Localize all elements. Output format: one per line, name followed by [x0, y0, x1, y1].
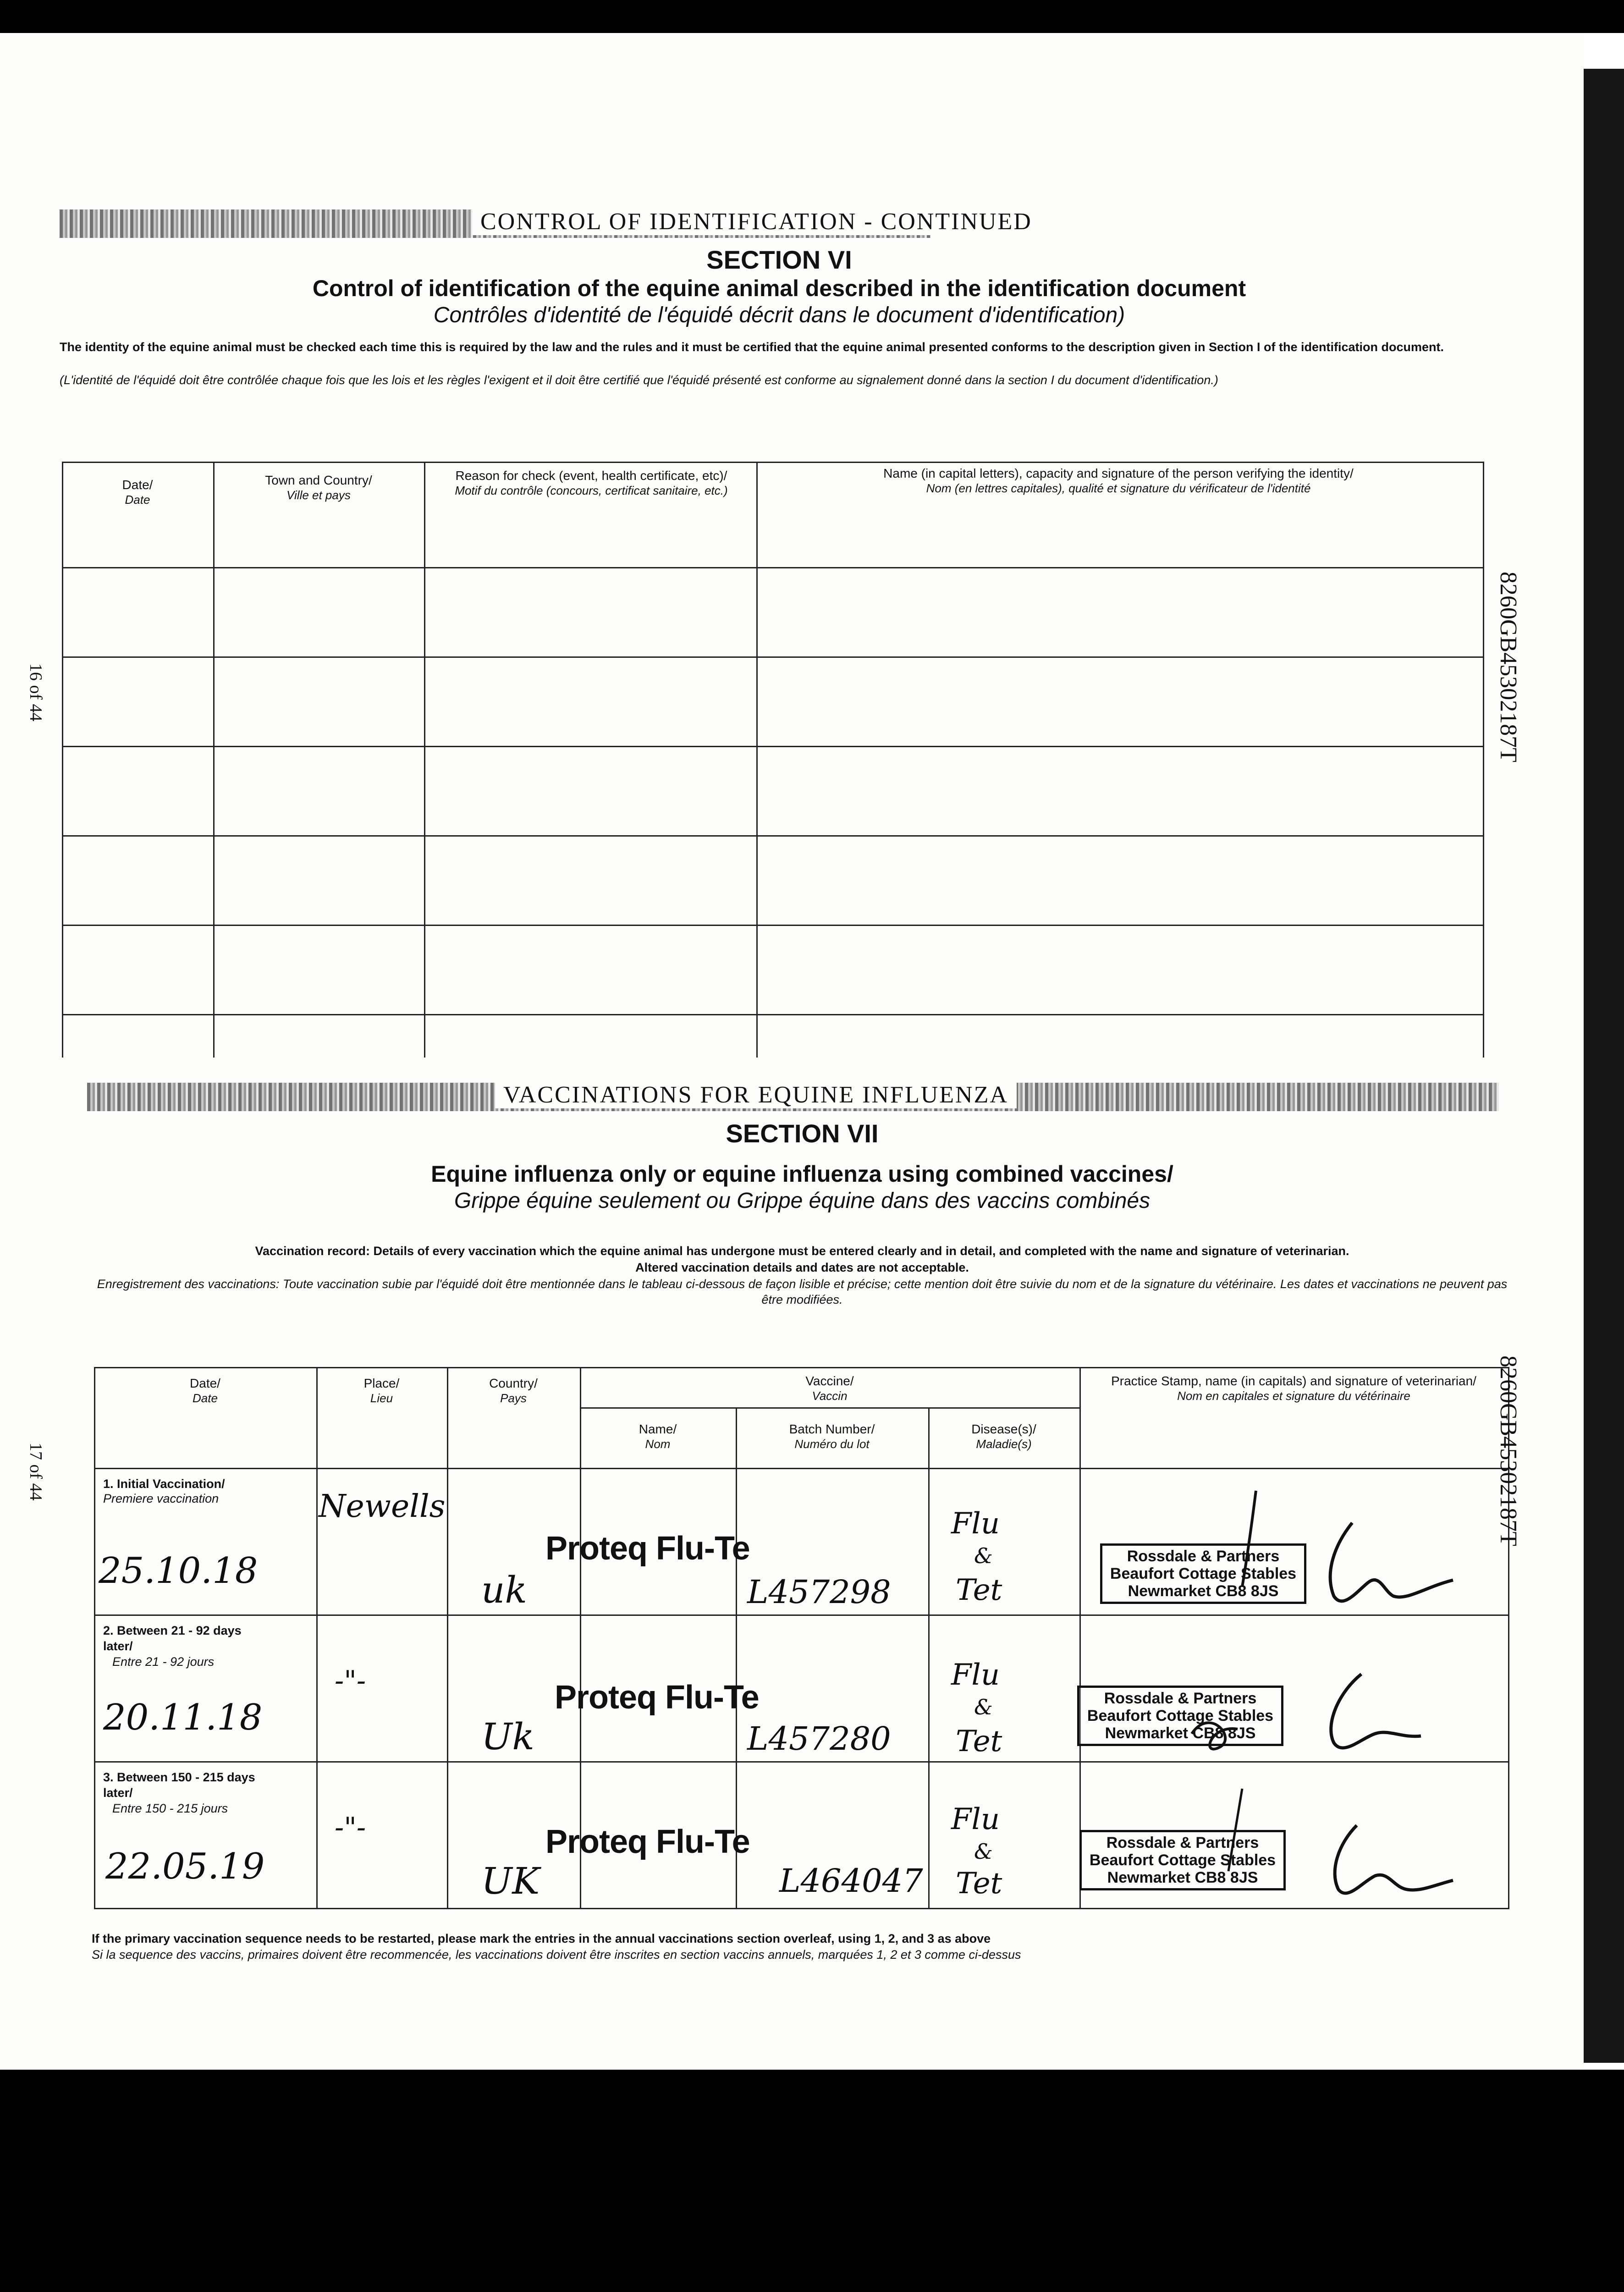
header-disease: [933, 1422, 1075, 1451]
table6-line: [62, 925, 1483, 926]
scan-border-bottom: [0, 2070, 1624, 2292]
table7-line: [928, 1407, 930, 1909]
stamp-line: Newmarket CB8 8JS: [1128, 1582, 1279, 1600]
header-stamp-label: Practice Stamp, name (in capitals) and signature of veterinarian/: [1111, 1374, 1476, 1388]
header-vaccine: [584, 1374, 1075, 1403]
section7-banner-text: VACCINATIONS FOR EQUINE INFLUENZA: [495, 1081, 1017, 1108]
scan-border-top: [0, 0, 1624, 33]
section6-title: SECTION VI: [706, 245, 852, 274]
row-2-place: -"-: [335, 1665, 366, 1697]
row-3-label: 3. Between 150 - 215 days later/: [103, 1770, 255, 1800]
table7-line: [580, 1407, 1079, 1409]
col-town-label: Town and Country/: [265, 473, 372, 487]
header-disease-label: Disease(s)/: [971, 1422, 1036, 1436]
header-country-label: Country/: [489, 1376, 538, 1390]
table6-line: [62, 746, 1483, 747]
row-2-label-fr: Entre 21 - 92 jours: [112, 1655, 215, 1669]
header-name-label-fr: Nom: [645, 1437, 671, 1451]
row-2-country: Uk: [481, 1715, 534, 1758]
row-2-disease-1: Flu: [951, 1658, 1000, 1692]
row-2-vaccine: Proteq Flu-Te: [555, 1679, 759, 1716]
table6-line: [756, 462, 758, 1058]
header-place-label: Place/: [363, 1376, 400, 1390]
table6-line: [62, 835, 1483, 837]
row-3-disease-1: Flu: [951, 1802, 1000, 1836]
row-1-country: uk: [481, 1569, 527, 1611]
stamp-line: Rossdale & Partners: [1106, 1834, 1259, 1851]
stamp-line: Newmarket CB8 8JS: [1107, 1869, 1258, 1886]
section6-instruction-en: The identity of the equine animal must be checked each time this is required by the law and the rules and it must be certified that the equine animal presented conforms to the description given in Section I of the identification document.: [60, 340, 1444, 354]
row-3-label-fr: Entre 150 - 215 jours: [112, 1802, 228, 1815]
section6-subtitle-fr: Contrôles d'identité de l'équidé décrit dans le document d'identification): [433, 303, 1125, 327]
col-name-header: [779, 466, 1458, 496]
table7-line: [94, 1614, 1508, 1616]
stamp-line: Beaufort Cottage Stables: [1087, 1707, 1274, 1725]
col-date-header: [66, 478, 209, 507]
row-1-batch: L457298: [747, 1573, 891, 1611]
stamp-line: Beaufort Cottage Stables: [1110, 1565, 1297, 1582]
table6-line: [424, 462, 425, 1058]
col-reason-label: Reason for check (event, health certificate, etc)/: [455, 468, 727, 483]
table7-line: [94, 1908, 1508, 1909]
side-code-top: 8260GB45302187T: [1495, 572, 1521, 762]
stamp-line: Beaufort Cottage Stables: [1089, 1851, 1276, 1869]
table6-line: [62, 656, 1483, 658]
section7-record-en: Vaccination record: Details of every vaccination which the equine animal has undergone must be entered clearly and in detail, and completed with the name and signature of veterinarian.: [255, 1244, 1349, 1258]
section7-title: SECTION VII: [726, 1119, 879, 1148]
section6-subtitle-en: Control of identification of the equine animal described in the identification document: [312, 275, 1246, 301]
row-3-date: 22.05.19: [105, 1846, 265, 1887]
table7-line: [94, 1761, 1508, 1763]
section7-subtitle-en: Equine influenza only or equine influenza using combined vaccines/: [431, 1161, 1173, 1187]
row-1-disease-2: &: [974, 1543, 993, 1568]
header-place: [321, 1376, 442, 1405]
col-date-label-fr: Date: [125, 493, 150, 507]
col-town-label-fr: Ville et pays: [286, 488, 351, 502]
section7-record-en-2: Altered vaccination details and dates are not acceptable.: [635, 1261, 969, 1274]
col-reason-label-fr: Motif du contrôle (concours, certificat sanitaire, etc.): [455, 484, 728, 497]
header-date: [99, 1376, 312, 1405]
table6-line: [213, 462, 215, 1058]
table6-line: [62, 462, 63, 1058]
table6-line: [62, 462, 1483, 463]
table7-line: [447, 1367, 448, 1909]
footnote-en: If the primary vaccination sequence needs to be restarted, please mark the entries in the annual vaccinations section overleaf, using 1, 2, and 3 as above: [92, 1932, 991, 1945]
row-3-disease-3: Tet: [956, 1867, 1002, 1901]
table7-line: [94, 1468, 1508, 1469]
row-1-signature: [1160, 1482, 1499, 1614]
page-number-bottom: 17 of 44: [26, 1443, 45, 1501]
header-stamp: [1086, 1374, 1501, 1403]
row-1-disease-3: Tet: [956, 1573, 1002, 1607]
col-name-label-fr: Nom (en lettres capitales), qualité et signature du vérificateur de l'identité: [926, 481, 1311, 495]
table6-line: [1483, 462, 1484, 1058]
col-date-label: Date/: [122, 478, 153, 492]
row-2-date: 20.11.18: [103, 1697, 263, 1738]
header-stamp-label-fr: Nom en capitales et signature du vétérinaire: [1177, 1389, 1410, 1403]
section7-record-fr: Enregistrement des vaccinations: Toute vaccination subie par l'équidé doit être mentionnée dans le tableau ci-dessous de façon lisible et précise; cette mention doit être suivie du nom et de la signature du vétérinaire. Les dates et vaccinations ne peuvent pas être modifiées.: [97, 1277, 1508, 1306]
row-1-place: Newells: [319, 1488, 446, 1525]
row-2-batch: L457280: [747, 1720, 891, 1758]
row-1-label: 1. Initial Vaccination/: [103, 1477, 225, 1491]
header-vaccine-name: [584, 1422, 731, 1451]
table6-line: [62, 567, 1483, 568]
row-1-vaccine: Proteq Flu-Te: [545, 1530, 750, 1567]
footnote-fr: Si la sequence des vaccins, primaires doivent être recommencée, les vaccinations doivent être inscrites en section vaccins annuels, marquées 1, 2 et 3 comme ci-dessus: [92, 1948, 1021, 1961]
row-1-label-fr: Premiere vaccination: [103, 1492, 219, 1505]
row-1-disease-1: Flu: [951, 1507, 1000, 1541]
document-page: [0, 33, 1584, 2070]
row-1-date: 25.10.18: [99, 1550, 258, 1592]
header-country: [451, 1376, 575, 1405]
section6-instruction-fr: (L'identité de l'équidé doit être contrôlée chaque fois que les lois et les règles l'exigent et il doit être certifié que l'équidé présenté est conforme au signalement donné dans la section I du document d'identification.): [60, 373, 1218, 387]
col-reason-header: [454, 468, 729, 498]
header-date-label: Date/: [190, 1376, 220, 1390]
row-3-vaccine: Proteq Flu-Te: [545, 1824, 750, 1860]
table7-line: [94, 1367, 1508, 1368]
header-place-label-fr: Lieu: [370, 1391, 393, 1405]
table6-line: [62, 1014, 1483, 1015]
row-3-signature: [1173, 1780, 1485, 1903]
section7-subtitle-fr: Grippe équine seulement ou Grippe équine dans des vaccins combinés: [454, 1189, 1151, 1213]
header-vaccine-label: Vaccine/: [805, 1374, 854, 1388]
row-2-signature: [1146, 1656, 1467, 1761]
table7-line: [94, 1367, 95, 1909]
header-batch-label-fr: Numéro du lot: [794, 1437, 870, 1451]
scan-border-right: [1584, 69, 1624, 2063]
col-town-header: [218, 473, 419, 502]
row-3-disease-2: &: [974, 1839, 993, 1864]
row-3-batch: L464047: [779, 1862, 923, 1900]
side-code-bottom: 8260GB45302187T: [1495, 1355, 1521, 1546]
row-3-place: -"-: [335, 1812, 366, 1844]
table7-line: [1079, 1367, 1081, 1909]
page-number-top: 16 of 44: [26, 663, 45, 722]
header-date-label-fr: Date: [193, 1391, 218, 1405]
row-3-country: UK: [481, 1860, 540, 1902]
section6-banner-text: CONTROL OF IDENTIFICATION - CONTINUED: [472, 208, 1040, 235]
stamp-line: Rossdale & Partners: [1127, 1548, 1280, 1565]
row-2-disease-3: Tet: [956, 1725, 1002, 1758]
header-country-label-fr: Pays: [500, 1391, 527, 1405]
row-2-label: 2. Between 21 - 92 days later/: [103, 1624, 242, 1653]
col-name-label: Name (in capital letters), capacity and signature of the person verifying the identity/: [883, 466, 1354, 480]
header-batch-label: Batch Number/: [789, 1422, 875, 1436]
row-2-disease-2: &: [974, 1695, 993, 1719]
header-vaccine-label-fr: Vaccin: [812, 1389, 848, 1403]
header-batch: [740, 1422, 924, 1451]
table7-line: [316, 1367, 318, 1909]
stamp-line: Rossdale & Partners: [1104, 1690, 1257, 1707]
stamp-line: Newmarket CB8 8JS: [1105, 1725, 1256, 1742]
header-name-label: Name/: [639, 1422, 677, 1436]
header-disease-label-fr: Maladie(s): [976, 1437, 1032, 1451]
